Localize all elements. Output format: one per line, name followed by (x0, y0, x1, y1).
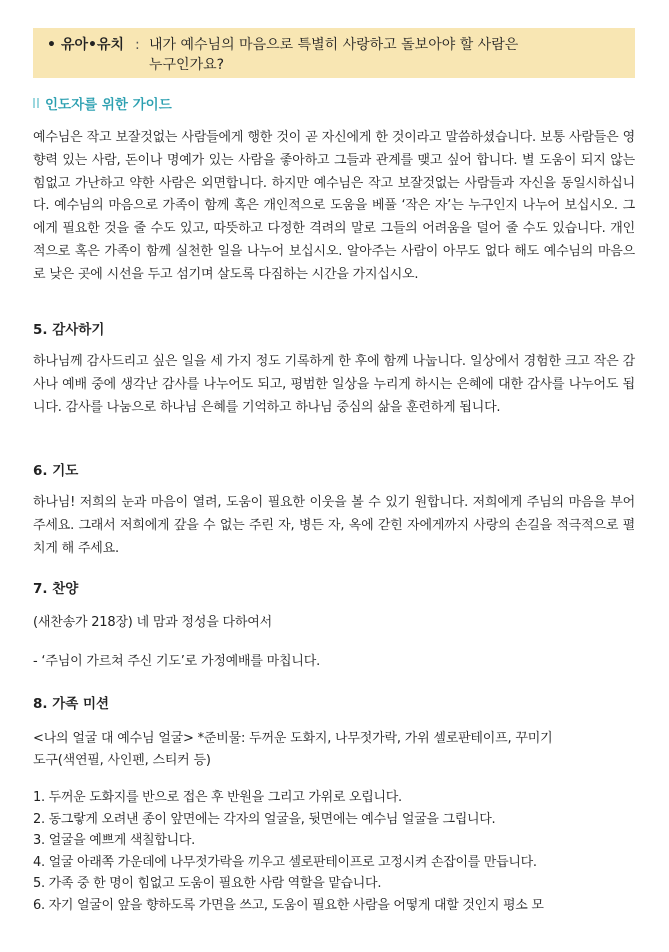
section-8-title: 8. 가족 미션 (33, 696, 110, 712)
question-line-2: 누구인가요? (149, 57, 225, 73)
list-item: 2. 동그랗게 오려낸 종이 앞면에는 각자의 얼굴을, 뒷면에는 예수님 얼굴을 그립니다. (33, 811, 496, 827)
section-6-text: 하나님! 저희의 눈과 마음이 열려, 도움이 필요한 이웃을 볼 수 있기 원합니다. 저희에게 주님의 마음을 부어 주세요. 그래서 저희에게 갚을 수 없는 주린 자, 병든 자, 옥에 갇힌 자에게까지 사랑의 손길을 적극적으로 펼치게 해 주세요. (33, 495, 635, 556)
bullet-icon: • (47, 37, 56, 53)
question-text (149, 35, 621, 75)
guide-heading (33, 93, 172, 113)
question-box (33, 28, 635, 78)
materials-line-1: <나의 얼굴 대 예수님 얼굴> *준비물: 두꺼운 도화지, 나무젓가락, 가위 셀로판테이프, 꾸미기 (33, 731, 553, 746)
guide-marker-icon (33, 98, 39, 108)
materials-line-2: 도구(색연필, 사인펜, 스티커 등) (33, 753, 211, 768)
question-row (47, 35, 621, 75)
list-item: 5. 가족 중 한 명이 힘없고 도움이 필요한 사람 역할을 맡습니다. (33, 876, 382, 892)
guide-title: 인도자를 위한 가이드 (45, 97, 172, 113)
question-line-1: 내가 예수님의 마음으로 특별히 사랑하고 돌보아야 할 사람은 (149, 37, 519, 53)
section-5-title: 5. 감사하기 (33, 322, 105, 338)
section-7-title: 7. 찬양 (33, 581, 79, 597)
guide-paragraph: 예수님은 작고 보잘것없는 사람들에게 행한 것이 곧 자신에게 한 것이라고 말씀하셨습니다. 보통 사람들은 영향력 있는 사람, 돈이나 명예가 있는 사람을 좋아하고 그들과 관계를 맺고 싶어 합니다. 별 도움이 되지 않는 힘없고 가난하고 약한 사람은 외면합니다. 하지만 예수님은 작고 보잘것없는 사람들과 자신을 동일시하십니다. 예수님의 마음으로 가족이 함께 혹은 개인적으로 도움을 베풀 ‘작은 자’는 누구인지 나누어 보십시오. 그에게 필요한 것을 줄 수도 있고, 따뜻하고 다정한 격려의 말로 그들의 어려움을 덜어 줄 수도 있습니다. 개인적으로 혹은 가족이 함께 실천한 일을 나누어 보십시오. 알아주는 사람이 아무도 없다 해도 예수님의 마음으로 낮은 곳에 시선을 두고 섬기며 살도록 다짐하는 시간을 가지십시오. (33, 130, 635, 282)
list-item: 4. 얼굴 아래쪽 가운데에 나무젓가락을 끼우고 셀로판테이프로 고정시켜 손잡이를 만듭니다. (33, 854, 537, 870)
hymn-line: (새찬송가 218장) 네 맘과 정성을 다하여서 (33, 615, 272, 630)
list-item: 1. 두꺼운 도화지를 반으로 접은 후 반원을 그리고 가위로 오립니다. (33, 790, 402, 805)
label-separator: : (135, 37, 140, 53)
mission-steps-list (33, 787, 653, 917)
age-group-label: 유아•유치 (61, 37, 125, 53)
list-item: 3. 얼굴을 예쁘게 색칠합니다. (33, 833, 195, 849)
list-item: 6. 자기 얼굴이 앞을 향하도록 가면을 쓰고, 도움이 필요한 사람을 어떻게 대할 것인지 평소 모 (33, 897, 544, 913)
closing-line: - ‘주님이 가르쳐 주신 기도’로 가정예배를 마칩니다. (33, 654, 321, 669)
section-5-text: 하나님께 감사드리고 싶은 일을 세 가지 정도 기록하게 한 후에 함께 나눕니다. 일상에서 경험한 크고 작은 감사나 예배 중에 생각난 감사를 나누어도 되고, 평범한 일상을 누리게 하시는 은혜에 대한 감사를 나누어도 됩니다. 감사를 나눔으로 하나님 은혜를 기억하고 하나님 중심의 삶을 훈련하게 됩니다. (33, 354, 635, 415)
section-6-title: 6. 기도 (33, 463, 79, 479)
